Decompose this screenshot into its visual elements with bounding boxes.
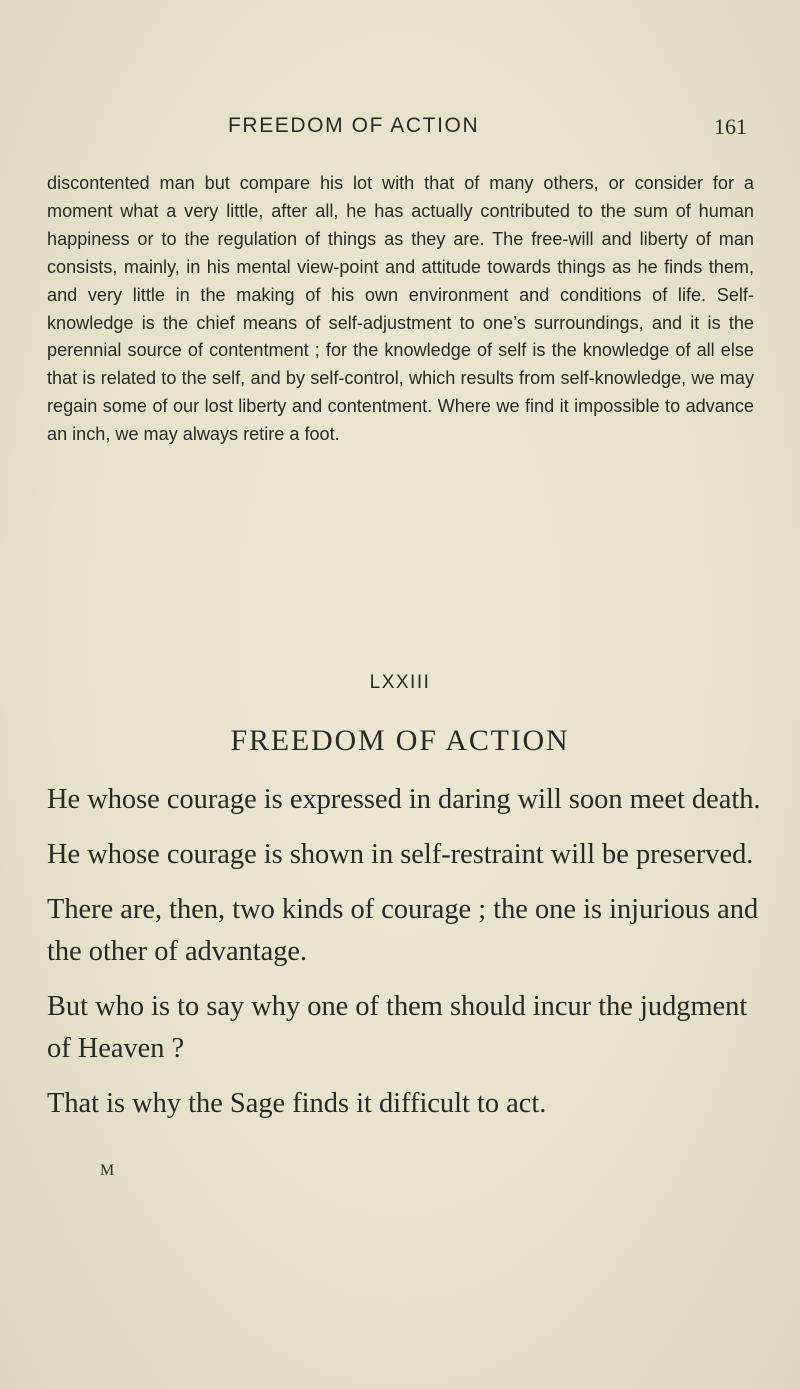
chapter-title: FREEDOM OF ACTION (230, 724, 570, 757)
verse-3: There are, then, two kinds of courage ; the one is injurious and the other of advantage. (47, 894, 759, 967)
verse-1: He whose courage is expressed in daring will soon meet death. (47, 784, 761, 815)
verse-5: That is why the Sage finds it difficult to act. (47, 1088, 547, 1119)
verse-2: He whose courage is shown in self-restraint will be preserved. (47, 839, 754, 870)
signature-mark: M (100, 1162, 116, 1179)
running-head: FREEDOM OF ACTION (228, 114, 480, 137)
chapter-number: LXXIII (369, 672, 431, 693)
body-paragraph: discontented man but compare his lot with that of many others, or consider for a moment what a very little, after all, he has actually contributed to the sum of human happiness or to the regulation of things as they are. The free-will and liberty of man consists, mainly, in his mental view-point and attitude towards things as he finds them, and very little in the making of his own environment and conditions of life. Self-knowledge is the chief means of self-adjustment to one’s surroundings, and it is the perennial source of contentment ; for the knowledge of self is the knowledge of all else that is related to the self, and by self-control, which results from self-knowledge, we may regain some of our lost liberty and contentment. Where we find it impossible to advance an inch, we may always retire a foot. (47, 173, 754, 445)
verse-block (47, 779, 767, 1138)
verse-4: But who is to say why one of them should incur the judgment of Heaven ? (47, 991, 748, 1064)
page-number: 161 (714, 114, 747, 139)
